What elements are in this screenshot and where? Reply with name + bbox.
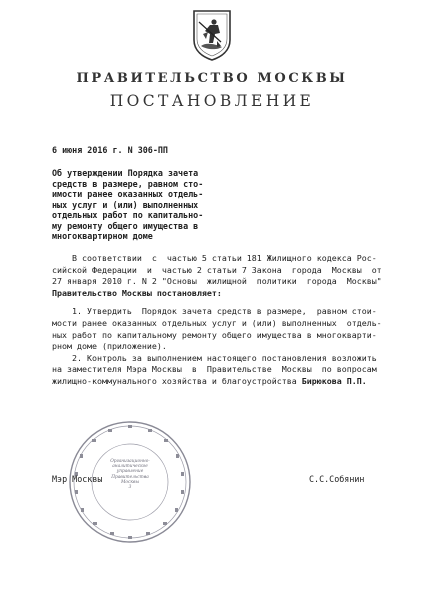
- subject-line: имости ранее оказанных отдель-: [52, 189, 204, 199]
- decree-phrase: Правительство Москвы постановляет:: [52, 287, 222, 298]
- body-line: на заместителя Мэра Москвы в Правительстве Москвы по вопросам: [52, 364, 377, 375]
- body-line: 27 января 2010 г. N 2 "Основы жилищной политики города Москвы": [52, 276, 382, 287]
- subject-line: отдельных работ по капитально-: [52, 210, 204, 220]
- date-and-number: 6 июня 2016 г. N 306-ПП: [52, 145, 168, 155]
- stamp-line: 3: [128, 485, 132, 491]
- signatory-name: С.С.Собянин: [309, 474, 365, 484]
- subject-line: средств в размере, равном сто-: [52, 178, 204, 189]
- government-title: ПРАВИТЕЛЬСТВО МОСКВЫ: [76, 71, 348, 86]
- subject-line: Об утверждении Порядка зачета: [52, 168, 199, 178]
- body-text: жилищно-коммунального хозяйства и благоустройства: [52, 375, 302, 386]
- stamp-line: аналитическое: [112, 464, 148, 470]
- body-line: сийской Федерации и частью 2 статьи 7 Закона города Москвы от: [52, 264, 382, 275]
- body-line: В соответствии с частью 5 статьи 181 Жилищного кодекса Рос-: [52, 253, 377, 263]
- body-line: мости ранее оказанных отдельных услуг и (или) выполненных отдель-: [52, 317, 382, 328]
- body-line: 1. Утвердить Порядок зачета средств в размере, равном стои-: [52, 306, 377, 317]
- moscow-coat-of-arms-icon: [191, 8, 233, 62]
- stamp-line: Москвы: [121, 479, 139, 485]
- body-line: рном доме (приложение).: [52, 341, 167, 352]
- decree-body: [52, 253, 382, 388]
- stamp-line: Правительства: [111, 474, 149, 480]
- signatory-position: Мэр Москвы: [52, 474, 103, 484]
- subject-line: многоквартирном доме: [52, 231, 153, 241]
- document-type: ПОСТАНОВЛЕНИЕ: [109, 92, 315, 110]
- subject-line: му ремонту общего имущества в: [52, 220, 199, 231]
- body-line: 2. Контроль за выполнением настоящего постановления возложить: [52, 352, 377, 363]
- decree-subject: [52, 168, 232, 242]
- body-line: [52, 376, 368, 388]
- stamp-line: управление: [116, 469, 144, 475]
- stamp-line: Организационно-: [110, 459, 150, 464]
- responsible-person: Бирюкова П.П.: [301, 375, 367, 386]
- stamp-text: [98, 459, 162, 490]
- body-line: ных работ по капитальному ремонту общего имущества в многокварти-: [52, 329, 377, 340]
- subject-line: ных услуг и (или) выполненных: [52, 199, 199, 210]
